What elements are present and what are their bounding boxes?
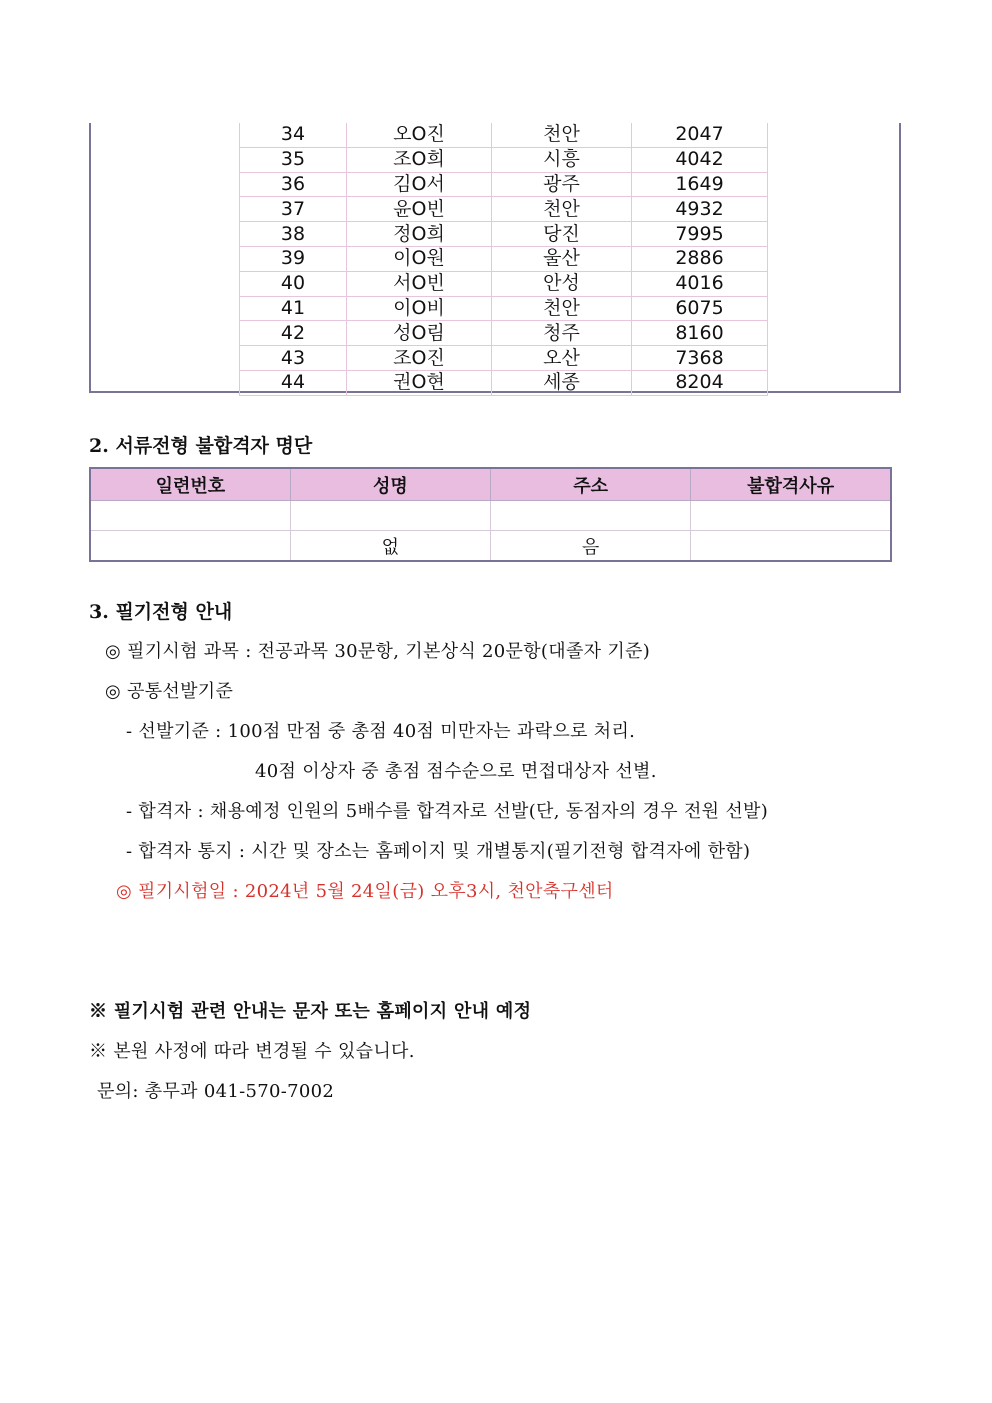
cell-no: 35 (240, 147, 347, 172)
empty-text-1: 없 (290, 531, 490, 562)
cell-no: 41 (240, 296, 347, 321)
cell-region: 당진 (492, 222, 632, 247)
exam-notice: ※ 필기시험 관련 안내는 문자 또는 홈페이지 안내 예정 (89, 1001, 532, 1022)
exam-subjects-line: ◎ 필기시험 과목 : 전공과목 30문항, 기본상식 20문항(대졸자 기준) (105, 641, 651, 662)
cell-no: 36 (240, 172, 347, 197)
table-cell (90, 501, 290, 531)
applicants-table (239, 123, 768, 396)
common-criteria-line: ◎ 공통선발기준 (105, 681, 234, 702)
table-cell (691, 531, 891, 562)
cell-region: 천안 (492, 197, 632, 222)
cell-id: 2886 (632, 246, 768, 271)
selection-criteria-line-2: 40점 이상자 중 총점 점수순으로 면접대상자 선별. (255, 761, 657, 782)
cell-id: 7368 (632, 346, 768, 371)
cell-id: 8160 (632, 321, 768, 346)
table-header-row (90, 468, 891, 501)
header-name: 성명 (290, 468, 490, 501)
table-cell (491, 501, 691, 531)
table-cell (90, 531, 290, 562)
table-row (240, 370, 768, 395)
exam-date-line: ◎ 필기시험일 : 2024년 5월 24일(금) 오후3시, 천안축구센터 (116, 881, 614, 902)
cell-id: 4042 (632, 147, 768, 172)
table-cell (691, 501, 891, 531)
contact-info: 문의: 총무과 041-570-7002 (97, 1081, 335, 1102)
cell-id: 4932 (632, 197, 768, 222)
header-serial-number: 일련번호 (90, 468, 290, 501)
table-row (240, 147, 768, 172)
cell-name: 조O희 (347, 147, 492, 172)
cell-name: 윤O빈 (347, 197, 492, 222)
table-row (90, 501, 891, 531)
cell-region: 천안 (492, 296, 632, 321)
cell-name: 성O림 (347, 321, 492, 346)
cell-region: 광주 (492, 172, 632, 197)
cell-name: 이O비 (347, 296, 492, 321)
table-row (240, 222, 768, 247)
cell-no: 39 (240, 246, 347, 271)
cell-id: 1649 (632, 172, 768, 197)
table-row (240, 123, 768, 147)
cell-name: 정O희 (347, 222, 492, 247)
table-cell (290, 501, 490, 531)
table-row (240, 346, 768, 371)
table-row (240, 172, 768, 197)
cell-name: 권O현 (347, 370, 492, 395)
cell-no: 42 (240, 321, 347, 346)
cell-name: 오O진 (347, 123, 492, 147)
cell-id: 7995 (632, 222, 768, 247)
notification-line: - 합격자 통지 : 시간 및 장소는 홈페이지 및 개별통지(필기전형 합격자에 한함) (126, 841, 751, 862)
cell-no: 40 (240, 271, 347, 296)
cell-region: 안성 (492, 271, 632, 296)
header-rejection-reason: 불합격사유 (691, 468, 891, 501)
change-notice: ※ 본원 사정에 따라 변경될 수 있습니다. (89, 1041, 415, 1062)
cell-region: 오산 (492, 346, 632, 371)
cell-region: 울산 (492, 246, 632, 271)
cell-no: 37 (240, 197, 347, 222)
selection-criteria-line: - 선발기준 : 100점 만점 중 총점 40점 미만자는 과락으로 처리. (126, 721, 636, 742)
rejected-applicants-table (89, 467, 892, 562)
cell-name: 김O서 (347, 172, 492, 197)
table-row (240, 296, 768, 321)
empty-text-2: 음 (491, 531, 691, 562)
successful-applicants-line: - 합격자 : 채용예정 인원의 5배수를 합격자로 선발(단, 동점자의 경우 전원 선발) (126, 801, 769, 822)
cell-region: 청주 (492, 321, 632, 346)
cell-no: 38 (240, 222, 347, 247)
cell-no: 44 (240, 370, 347, 395)
cell-region: 천안 (492, 123, 632, 147)
cell-name: 이O원 (347, 246, 492, 271)
cell-no: 34 (240, 123, 347, 147)
cell-name: 서O빈 (347, 271, 492, 296)
header-address: 주소 (491, 468, 691, 501)
cell-region: 세종 (492, 370, 632, 395)
table-row (240, 197, 768, 222)
cell-id: 2047 (632, 123, 768, 147)
cell-name: 조O진 (347, 346, 492, 371)
cell-id: 8204 (632, 370, 768, 395)
table-row (240, 271, 768, 296)
cell-no: 43 (240, 346, 347, 371)
cell-id: 6075 (632, 296, 768, 321)
section3-title: 3. 필기전형 안내 (89, 601, 233, 623)
cell-id: 4016 (632, 271, 768, 296)
section2-title: 2. 서류전형 불합격자 명단 (89, 435, 313, 457)
table-row (90, 531, 891, 562)
table-row (240, 321, 768, 346)
cell-region: 시흥 (492, 147, 632, 172)
table-row (240, 246, 768, 271)
